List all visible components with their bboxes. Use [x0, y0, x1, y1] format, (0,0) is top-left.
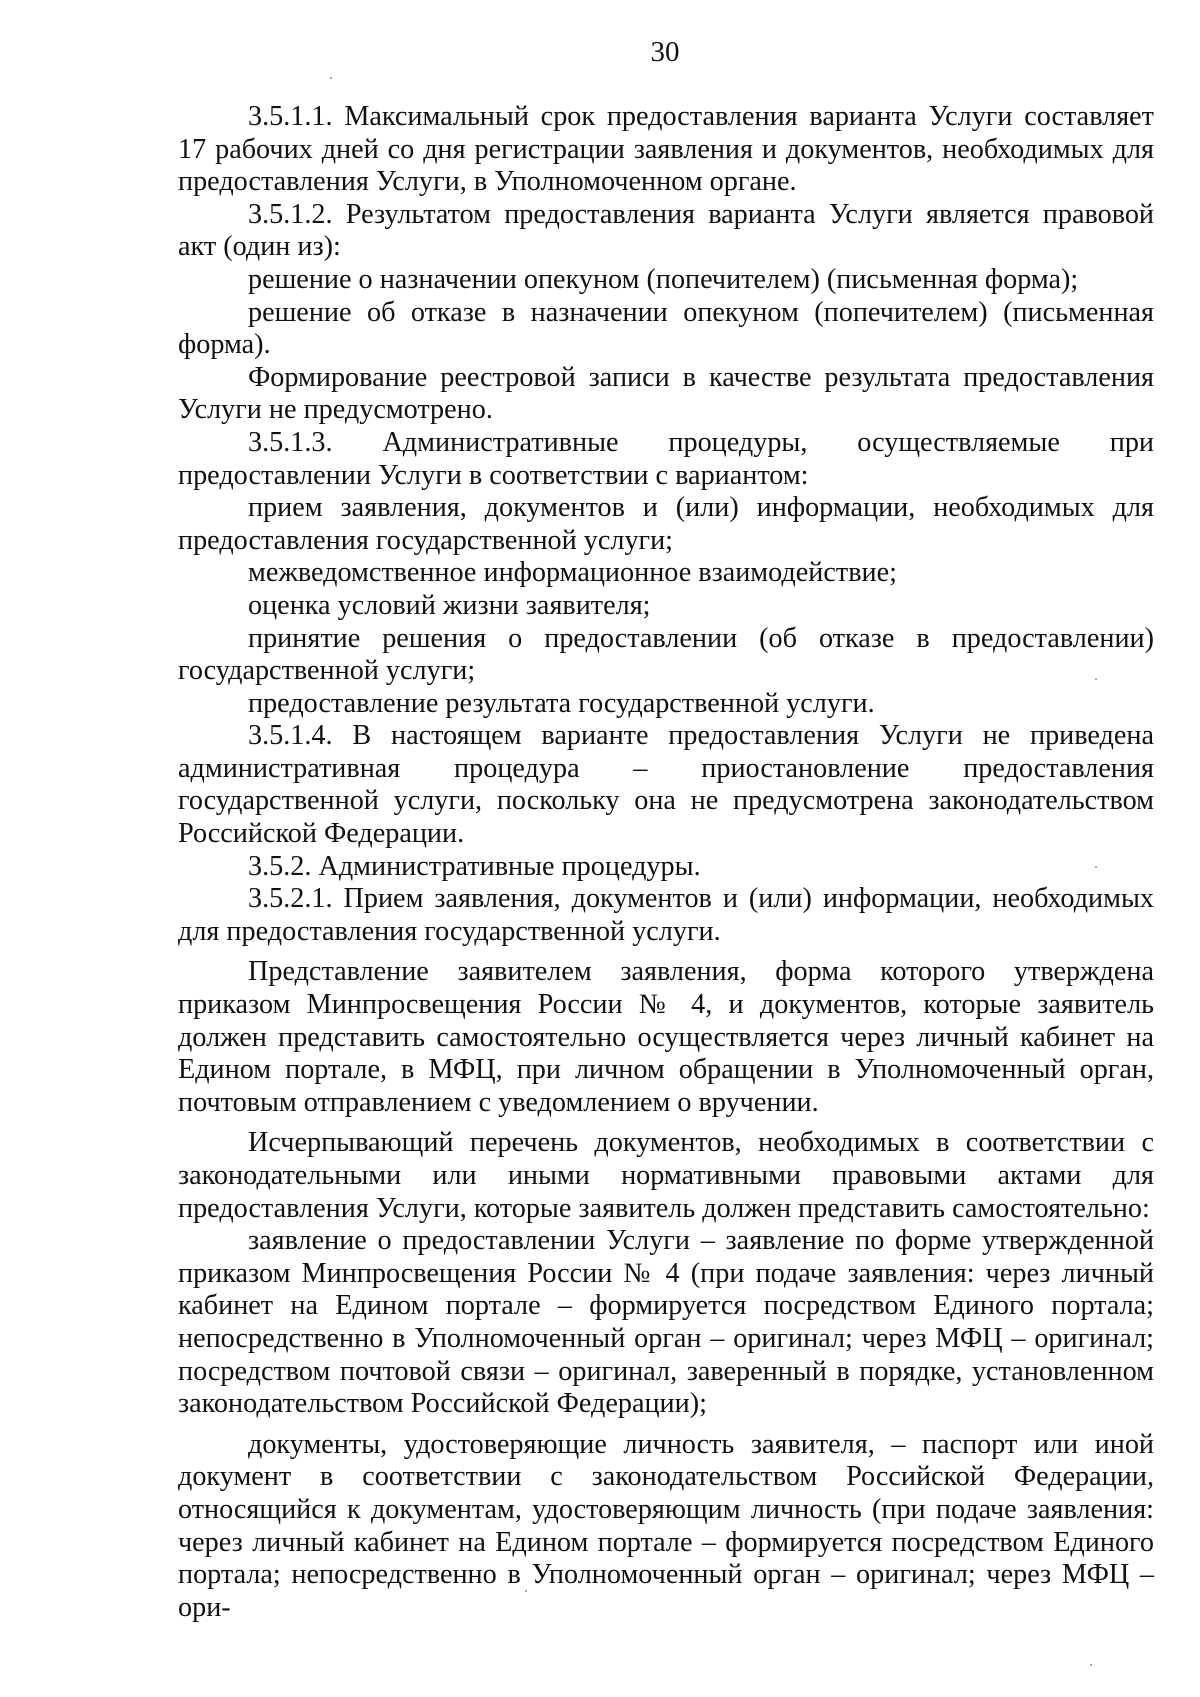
list-item-result-refusal: решение об отказе в назначении опекуном (попечителем) (письменная форма).: [178, 296, 1154, 361]
list-item-procedure-interagency: межведомственное информационное взаимодействие;: [248, 557, 897, 589]
paragraph-3-5-1-1: 3.5.1.1. Максимальный срок предоставления варианта Услуги составляет 17 рабочих дней со дня регистрации заявления и документов, необходимых для предоставления Услуги, в Уполномоченном органе.: [178, 101, 1154, 198]
list-item-application: заявление о предоставлении Услуги – заявление по форме утвержденной приказом Минпросвещения России № 4 (при подаче заявления: через личный кабинет на Едином портале – формируется посредством Единого портала; непосредственно в Уполномоченный орган – оригинал; через МФЦ – оригинал; посредством почтовой связи – оригинал, заверенный в порядке, установленном законодательством Российской Федерации);: [178, 1225, 1154, 1420]
scan-speck: [330, 77, 332, 79]
scan-speck: [1095, 678, 1097, 680]
paragraph-document-list: Исчерпывающий перечень документов, необходимых в соответствии с законодательными или иными нормативными правовыми актами для предоставления Услуги, которые заявитель должен представить самостоятельно:: [178, 1127, 1154, 1224]
list-item-procedure-decision: принятие решения о предоставлении (об отказе в предоставлении) государственной услуги;: [178, 622, 1154, 687]
list-item-procedure-reception: прием заявления, документов и (или) информации, необходимых для предоставления государственной услуги;: [178, 492, 1154, 556]
scan-speck: [1095, 866, 1097, 868]
paragraph-3-5-1-2: 3.5.1.2. Результатом предоставления варианта Услуги является правовой акт (один из):: [178, 198, 1154, 263]
list-item-result-appointment: решение о назначении опекуном (попечителем) (письменная форма);: [248, 263, 1079, 295]
paragraph-submission: Представление заявителем заявления, форма которого утверждена приказом Минпросвещения России № 4, и документов, которые заявитель должен представить самостоятельно осуществляется через личный кабинет на Едином портале, в МФЦ, при личном обращении в Уполномоченный орган, почтовым отправлением с уведомлением о вручении.: [178, 956, 1154, 1118]
paragraph-3-5-1-4: 3.5.1.4. В настоящем варианте предоставления Услуги не приведена административная процедура – приостановление предоставления государственной услуги, поскольку она не предусмотрена законодательством Российской Федерации.: [178, 720, 1154, 850]
page-number: 30: [650, 36, 680, 68]
list-item-identity-documents: документы, удостоверяющие личность заявителя, – паспорт или иной документ в соответствии с законодательством Российской Федерации, относящийся к документам, удостоверяющим личность (при подаче заявления: через личный кабинет на Едином портале – формируется посредством Единого портала; непосредственно в Уполномоченный орган – оригинал; через МФЦ – ори-: [178, 1428, 1154, 1623]
paragraph-3-5-2: 3.5.2. Административные процедуры.: [248, 850, 701, 882]
paragraph-3-5-2-1: 3.5.2.1. Прием заявления, документов и (или) информации, необходимых для предоставления государственной услуги.: [178, 883, 1154, 947]
list-item-procedure-assessment: оценка условий жизни заявителя;: [248, 589, 651, 621]
scan-speck: [1090, 1664, 1092, 1666]
paragraph-registry-record: Формирование реестровой записи в качестве результата предоставления Услуги не предусмотрено.: [178, 361, 1154, 426]
list-item-procedure-result: предоставление результата государственной услуги.: [248, 687, 875, 719]
document-body: [178, 101, 1154, 1624]
paragraph-3-5-1-3: 3.5.1.3. Административные процедуры, осуществляемые при предоставлении Услуги в соответствии с вариантом:: [178, 426, 1154, 491]
scan-speck: [525, 1590, 527, 1592]
